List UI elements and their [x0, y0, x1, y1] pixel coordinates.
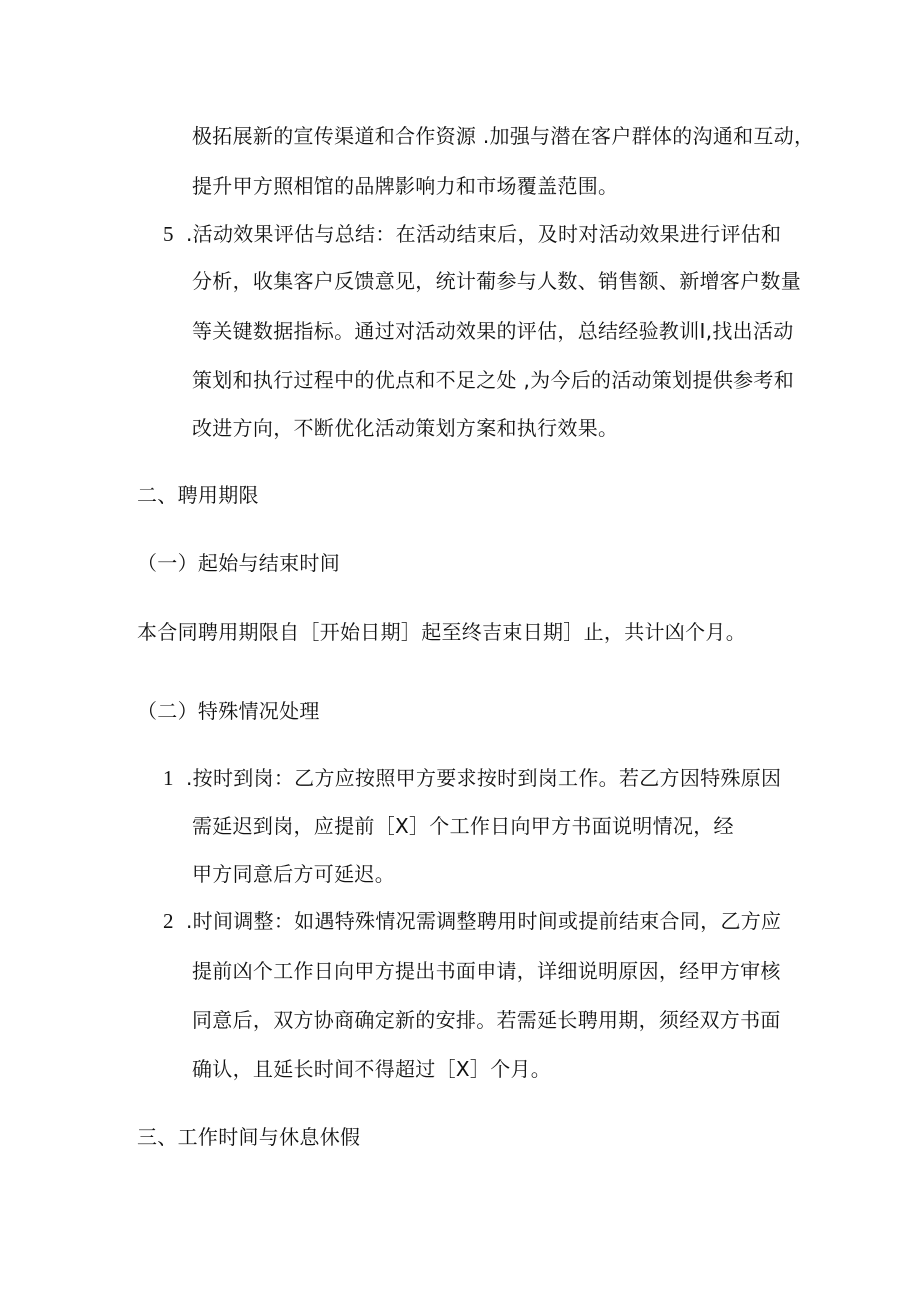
section-heading: 二、聘用期限 [137, 483, 259, 507]
paragraph-line: 同意后，双方协商确定新的安排。若需延长聘用期，须经双方书面 [192, 1008, 781, 1032]
list-number: 2 [163, 909, 174, 933]
paragraph-line: 极拓展新的宣传渠道和合作资源 .加强与潜在客户群体的沟通和互动， [192, 124, 815, 148]
paragraph-line: 提前凶个工作日向甲方提出书面申请，详细说明原因，经甲方审核 [192, 959, 781, 983]
subsection-heading: （二）特殊情况处理 [137, 699, 320, 723]
list-number: 1 [163, 766, 174, 790]
list-number: 5 [163, 222, 174, 246]
subsection-heading: （一）起始与结束时间 [137, 551, 340, 575]
paragraph-line: .活动效果评估与总结：在活动结束后，及时对活动效果进行评估和 [186, 222, 782, 246]
paragraph-line: 改进方向，不断优化活动策划方案和执行效果。 [192, 416, 619, 440]
paragraph-line: 甲方同意后方可延迟。 [192, 862, 395, 886]
paragraph-line: 需延迟到岗，应提前［X］个工作日向甲方书面说明情况，经 [192, 814, 734, 838]
paragraph-line: 提升甲方照相馆的品牌影响力和市场覆盖范围。 [192, 174, 619, 198]
paragraph-line: 分析，收集客户反馈意见，统计葡参与人数、销售额、新增客户数量 [192, 269, 801, 293]
section-heading: 三、工作时间与休息休假 [137, 1125, 361, 1149]
paragraph-line: 等关键数据指标。通过对活动效果的评估，总结经验教训I,找出活动 [192, 319, 794, 343]
paragraph-line: 策划和执行过程中的优点和不足之处 ,为今后的活动策划提供参考和 [192, 368, 795, 392]
paragraph-line: .时间调整：如遇特殊情况需调整聘用时间或提前结束合同，乙方应 [186, 909, 782, 933]
paragraph-line: .按时到岗：乙方应按照甲方要求按时到岗工作。若乙方因特殊原因 [186, 766, 782, 790]
paragraph-line: 本合同聘用期限自［开始日期］起至终吉束日期］止，共计凶个月。 [137, 620, 746, 644]
paragraph-line: 确认，且延长时间不得超过［X］个月。 [192, 1057, 552, 1081]
